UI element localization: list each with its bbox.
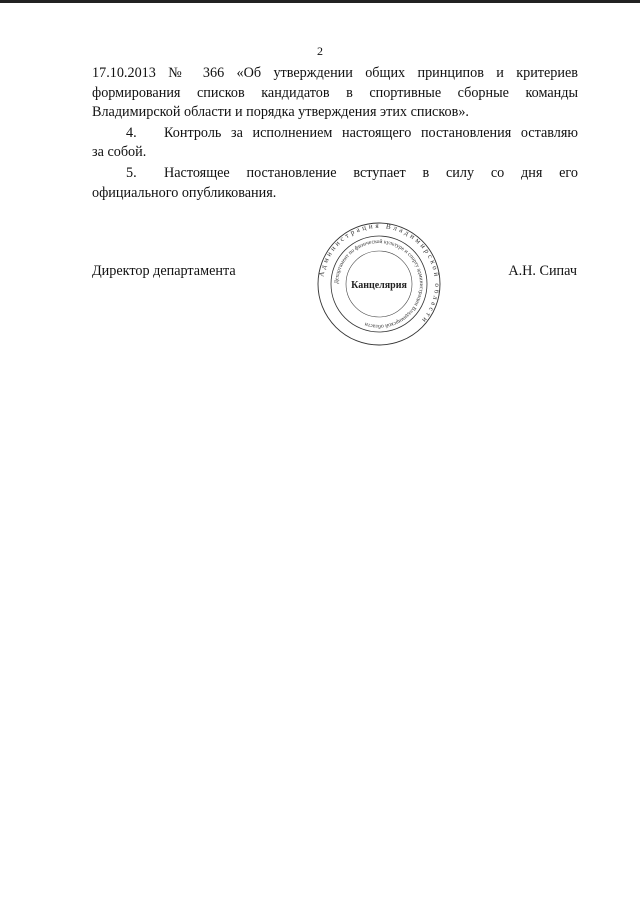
stamp-seal [316,221,442,347]
paragraph-line: Владимирской области и порядка утверждения этих списков». [92,104,469,121]
item-number: 5. [126,164,137,181]
stamp-center-text: Канцелярия [351,280,407,291]
item-text: Контроль за исполнением настоящего постановления оставляю [164,124,578,141]
paragraph-line: формирования списков кандидатов в спортивные сборные команды [92,84,578,101]
item-4 [92,124,578,163]
item-text-continuation: за собой. [92,144,147,161]
signature-position: Директор департамента [92,263,236,279]
stamp-outer-text: Администрация Владимирской области [317,221,442,326]
top-border-line [0,0,640,3]
item-number: 4. [126,124,137,141]
paragraph-line: 17.10.2013 № 366 «Об утверждении общих принципов и критериев [92,65,578,81]
signature-name: А.Н. Сипач [508,263,577,279]
item-5 [92,164,578,203]
item-text: Настоящее постановление вступает в силу со дня его [164,164,578,181]
paragraph-continuation [92,64,578,123]
document-body [92,64,578,203]
item-text-continuation: официального опубликования. [92,184,277,201]
stamp-ring-text: Департамент по физической культуре и спорту администрации Владимирской области [333,238,425,330]
page-number: 2 [317,44,323,58]
